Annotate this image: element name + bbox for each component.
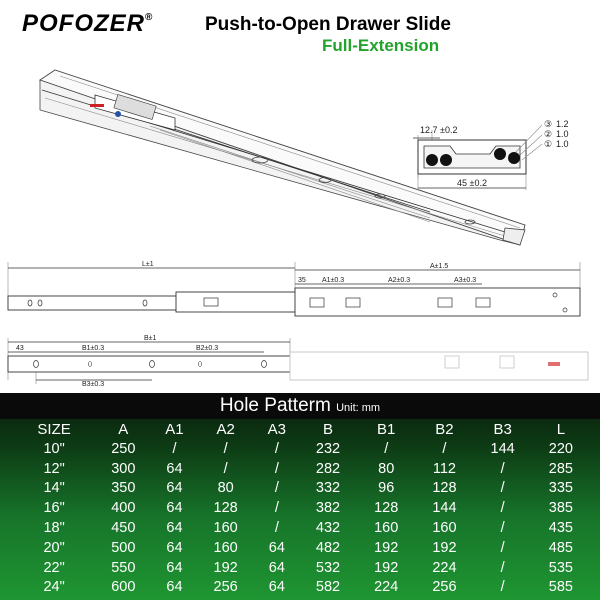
table-cell: 96 (378, 480, 395, 497)
slide-cross-section (413, 119, 569, 190)
table-cell: 64 (268, 559, 285, 576)
col-header: B3 (493, 421, 512, 438)
thickness-2: 1.0 (556, 129, 569, 139)
page-subtitle: Full-Extension (322, 36, 440, 55)
col-header: A (118, 421, 129, 438)
hole-pattern-table (14, 420, 590, 598)
table-cell: 128 (374, 500, 399, 517)
table-cell: 160 (374, 519, 399, 536)
table-cell: 300 (111, 460, 136, 477)
table-cell: 18" (43, 519, 65, 536)
table-cell: 285 (548, 460, 573, 477)
table-cell: 332 (315, 480, 341, 497)
table-header-row (14, 420, 590, 440)
col-header: A1 (165, 421, 184, 438)
table-cell: 256 (213, 579, 238, 596)
table-cell: / (274, 480, 279, 497)
col-header: SIZE (37, 421, 71, 438)
dim-A2: A2±0.3 (388, 277, 411, 284)
table-cell: / (274, 500, 279, 517)
thickness-num-2: ② (544, 129, 553, 139)
table-cell: 144 (432, 500, 457, 517)
col-header: B (323, 421, 334, 438)
table-cell: 192 (374, 539, 399, 556)
table-cell: / (500, 559, 505, 576)
table-cell: 64 (166, 559, 183, 576)
dim-B3: B3±0.3 (82, 381, 105, 388)
dim-width-bottom: 45 ±0.2 (457, 178, 487, 188)
registered-mark: ® (145, 12, 154, 23)
table-cell: 385 (548, 500, 573, 517)
table-cell: / (223, 460, 228, 477)
table-cell: 382 (315, 500, 341, 517)
dim-L: L±1 (142, 261, 154, 268)
table-cell: / (500, 460, 505, 477)
hole-pattern-panel (0, 393, 600, 600)
table-cell: 450 (111, 519, 136, 536)
col-header: A2 (216, 421, 235, 438)
table-cell: 600 (111, 579, 136, 596)
col-header: B1 (377, 421, 396, 438)
table-cell: 112 (432, 460, 456, 477)
table-row (14, 479, 590, 499)
table-cell: 64 (166, 579, 183, 596)
table-cell: 20" (43, 539, 65, 556)
table-cell: 500 (111, 539, 136, 556)
dim-B: B±1 (144, 335, 157, 342)
thickness-1: 1.0 (556, 139, 569, 149)
table-cell: 64 (166, 539, 183, 556)
dim-A1: A1±0.3 (322, 277, 345, 284)
table-cell: 220 (548, 440, 573, 457)
table-cell: 64 (166, 460, 183, 477)
table-cell: 64 (268, 579, 285, 596)
table-row (14, 460, 590, 480)
table-cell: 232 (315, 440, 341, 457)
table-cell: 535 (548, 559, 573, 576)
table-cell: 16" (43, 500, 65, 517)
table-title: Hole Patterm (219, 395, 331, 416)
table-cell: 250 (111, 440, 136, 457)
table-cell: 582 (315, 579, 341, 596)
slide-bottom-view (8, 335, 588, 388)
table-body (14, 440, 590, 598)
col-header: A3 (267, 421, 286, 438)
table-title-bar (0, 393, 600, 419)
thickness-3: 1.2 (556, 119, 569, 129)
table-cell: / (442, 440, 447, 457)
dim-A3: A3±0.3 (454, 277, 477, 284)
table-cell: 532 (315, 559, 341, 576)
table-cell: 256 (432, 579, 457, 596)
table-cell: 14" (43, 480, 65, 497)
table-cell: 160 (432, 519, 457, 536)
table-cell: 64 (166, 500, 183, 517)
table-cell: / (500, 539, 505, 556)
slide-top-view (8, 261, 580, 316)
table-row (14, 559, 590, 579)
col-header: L (556, 421, 566, 438)
page-title: Push-to-Open Drawer Slide (205, 14, 451, 35)
table-row (14, 440, 590, 460)
dim-A: A±1.5 (430, 263, 449, 270)
table-row (14, 578, 590, 598)
table-cell: 224 (374, 579, 399, 596)
table-cell: 435 (548, 519, 573, 536)
table-cell: / (500, 500, 505, 517)
table-cell: 224 (432, 559, 457, 576)
brand-name: POFOZER (22, 10, 146, 37)
table-cell: 335 (548, 480, 573, 497)
table-cell: / (223, 440, 228, 457)
table-cell: 350 (111, 480, 136, 497)
dim-B1: B1±0.3 (82, 345, 105, 352)
table-cell: 282 (315, 460, 341, 477)
table-cell: 550 (111, 559, 136, 576)
table-cell: 64 (166, 519, 183, 536)
table-cell: / (274, 519, 279, 536)
table-cell: 24" (43, 579, 65, 596)
table-cell: / (274, 440, 279, 457)
table-cell: 144 (490, 440, 515, 457)
table-cell: / (500, 519, 505, 536)
table-cell: / (274, 460, 279, 477)
table-cell: 192 (213, 559, 238, 576)
table-cell: 160 (213, 539, 238, 556)
dim-43: 43 (16, 345, 24, 352)
dim-B2: B2±0.3 (196, 345, 219, 352)
table-unit: Unit: mm (336, 402, 381, 414)
table-cell: 585 (548, 579, 573, 596)
table-cell: 22" (43, 559, 65, 576)
table-cell: 80 (378, 460, 395, 477)
table-cell: 128 (213, 500, 238, 517)
table-cell: 80 (217, 480, 234, 497)
table-cell: 485 (548, 539, 573, 556)
table-cell: 400 (111, 500, 136, 517)
table-cell: 12" (43, 460, 65, 477)
table-cell: / (172, 440, 177, 457)
table-cell: 432 (315, 519, 341, 536)
table-cell: 160 (213, 519, 238, 536)
col-header: B2 (435, 421, 454, 438)
table-cell: 128 (432, 480, 457, 497)
table-cell: 64 (268, 539, 285, 556)
table-cell: 192 (432, 539, 457, 556)
dim-width-top: 12.7 ±0.2 (420, 125, 458, 135)
table-cell: 192 (374, 559, 399, 576)
thickness-num-1: ① (544, 139, 553, 149)
table-cell: 64 (166, 480, 183, 497)
dim-35: 35 (298, 277, 306, 284)
table-cell: / (500, 579, 505, 596)
table-cell: / (500, 480, 505, 497)
table-row (14, 499, 590, 519)
thickness-num-3: ③ (544, 119, 553, 129)
table-cell: 10" (43, 440, 65, 457)
table-cell: 482 (315, 539, 341, 556)
table-cell: / (384, 440, 389, 457)
table-row (14, 539, 590, 559)
table-row (14, 519, 590, 539)
